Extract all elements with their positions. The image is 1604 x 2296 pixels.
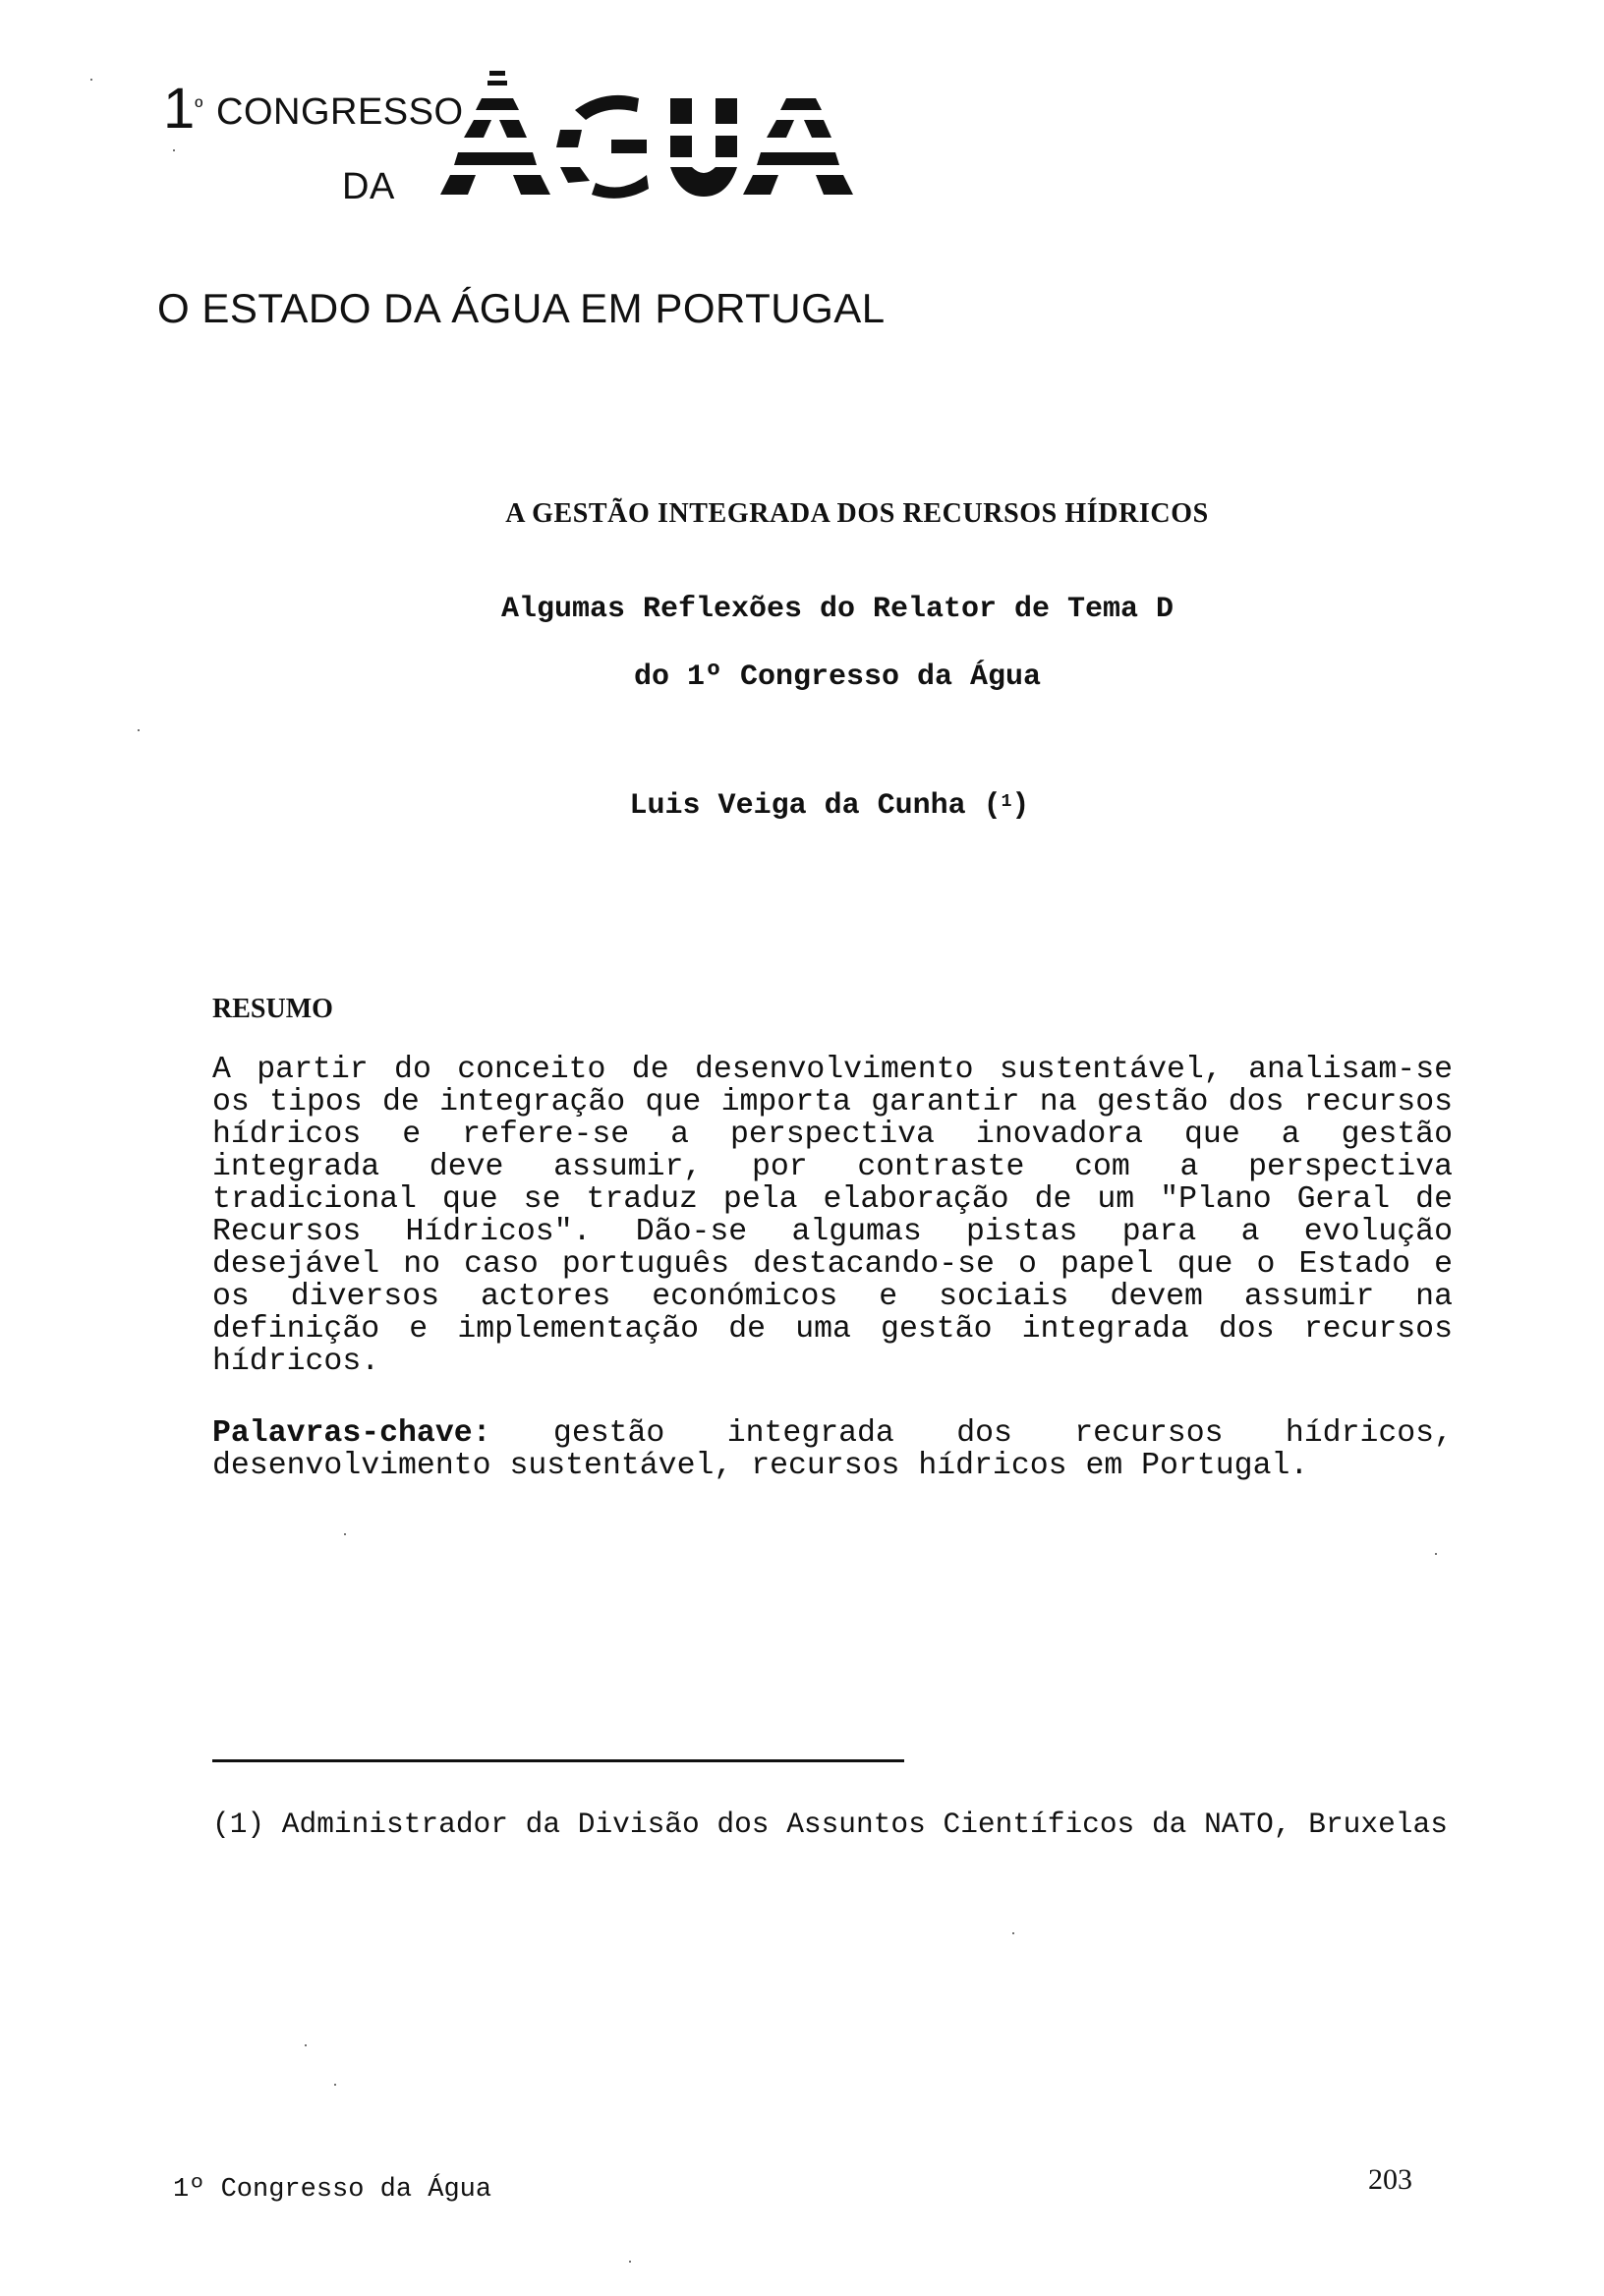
logo-ordinal: $1^º$ — [163, 77, 203, 141]
scan-speck — [1012, 1932, 1014, 1934]
scan-speck — [90, 79, 92, 81]
congress-logo — [157, 59, 904, 216]
logo-da-text: DA — [342, 166, 395, 207]
scan-speck — [305, 2044, 307, 2046]
author-footnote-mark: 1 — [1001, 792, 1012, 812]
keywords-paragraph — [212, 1417, 1453, 1482]
paper-author — [28, 789, 1604, 823]
paper-subtitle-line1: Algumas Reflexões do Relator de Tema D — [500, 593, 1174, 626]
page-number: 203 — [1368, 2163, 1412, 2196]
keywords-label: Palavras-chave: — [212, 1416, 491, 1451]
abstract-body: A partir do conceito de desenvolvimento sustentável, analisam-se os tipos de integração que importa garantir na gestão dos recursos hídricos e refere-se a perspectiva inovadora que a gestão integrada deve assumir, por contraste com a perspectiva tradicional que se traduz pela elaboração de um "Plano Geral de Recursos Hídricos". Dão-se algumas pistas para a evolução desejável no caso português destacando-se o papel que o Estado e os diversos actores económicos e sociais devem assumir na definição e implementação de uma gestão integrada dos recursos hídricos. — [212, 1053, 1453, 1379]
scan-speck — [173, 149, 175, 151]
footer-running-title: 1º Congresso da Água — [173, 2175, 492, 2205]
abstract-heading: RESUMO — [212, 994, 333, 1024]
logo-congresso-text: CONGRESSO — [216, 91, 464, 133]
scan-speck — [334, 2084, 336, 2086]
paper-subtitle-line2: do 1º Congresso da Água — [633, 660, 1042, 694]
author-close-paren: ) — [1011, 789, 1030, 823]
author-name: Luis Veiga da Cunha ( — [629, 789, 1002, 823]
agua-logotype-icon — [403, 59, 914, 216]
scan-speck — [138, 729, 140, 731]
footnote: (1) Administrador da Divisão dos Assuntos Científicos da NATO, Bruxelas — [212, 1808, 1448, 1841]
scan-speck — [629, 2261, 631, 2263]
scan-speck — [1435, 1553, 1437, 1555]
footnote-divider — [212, 1759, 904, 1762]
paper-title: A GESTÃO INTEGRADA DOS RECURSOS HÍDRICOS — [505, 498, 1209, 529]
keywords-text: gestão integrada dos recursos hídricos, desenvolvimento sustentável, recursos hídricos em Portugal. — [212, 1416, 1453, 1483]
congress-subtitle: O ESTADO DA ÁGUA EM PORTUGAL — [157, 285, 886, 331]
scan-speck — [344, 1533, 346, 1535]
